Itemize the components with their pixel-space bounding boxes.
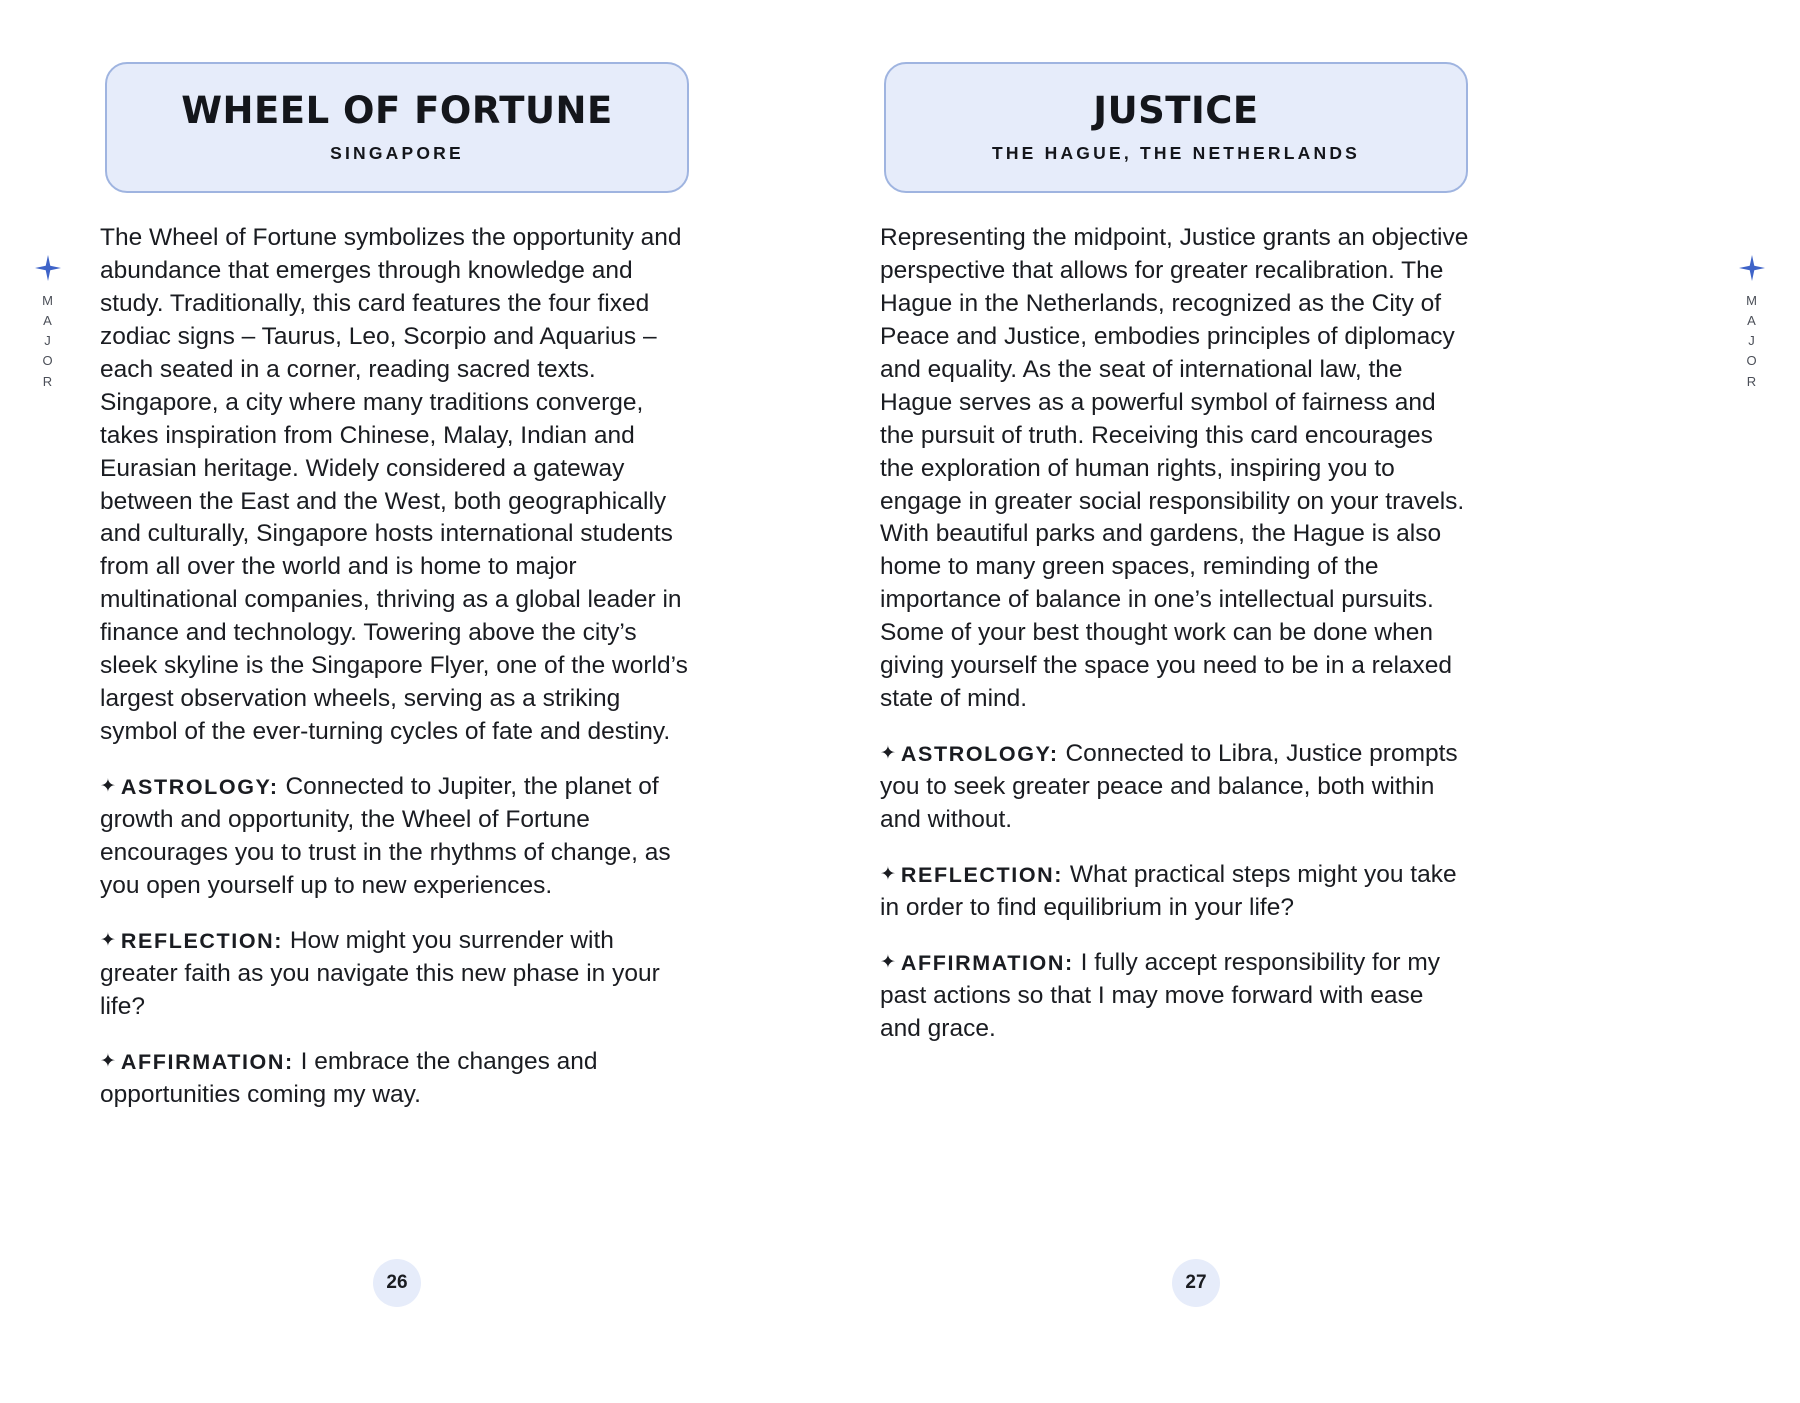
body-paragraph: The Wheel of Fortune symbolizes the opportunity and abundance that emerges through knowledge and study. Traditionally, this card features the four fixed zodiac signs – Taurus, Leo, Scorpio and Aquarius – each seated in a corner, reading sacred texts. Singapore, a city where many traditions converge, takes inspiration from Chinese, Malay, Indian and Eurasian heritage. Widely considered a gateway between the East and the West, both geographically and culturally, Singapore hosts international students from all over the world and is home to major multinational companies, thriving as a global leader in finance and technology. Towering above the city’s sleek skyline is the Singapore Flyer, one of the world’s largest observation wheels, serving as a striking symbol of the ever-turning cycles of fate and destiny. — [100, 224, 688, 746]
body-paragraph: Representing the midpoint, Justice grants an objective perspective that allows for greater recalibration. The Hague in the Netherlands, recognized as the City of Peace and Justice, embodies principles of diplomacy and equality. As the seat of international law, the Hague serves as a powerful symbol of fairness and the pursuit of truth. Receiving this card encourages the exploration of human rights, inspiring you to engage in greater social responsibility on your travels. With beautiful parks and gardens, the Hague is also home to many green spaces, reminding of the importance of balance in one’s intellectual pursuits. Some of your best thought work can be done when giving yourself the space you need to be in a relaxed state of mind. — [880, 224, 1469, 713]
bullet-label: REFLECTION: — [900, 862, 1064, 887]
rail-letter: A — [1747, 313, 1757, 329]
bullet-astrology — [880, 738, 1470, 837]
card-title: WHEEL OF FORTUNE — [181, 89, 613, 133]
card-title-header-right — [884, 62, 1468, 193]
card-location: SINGAPORE — [330, 142, 464, 163]
bullet-star-icon: ✦ — [100, 1050, 116, 1072]
card-location: THE HAGUE, THE NETHERLANDS — [991, 142, 1361, 163]
bullet-label: AFFIRMATION: — [900, 950, 1074, 975]
bullet-star-icon: ✦ — [100, 776, 116, 797]
rail-letter: J — [44, 333, 52, 349]
page-right — [880, 0, 1800, 1403]
bullet-label: REFLECTION: — [120, 928, 284, 953]
card-title: JUSTICE — [1093, 89, 1259, 133]
page-number-left: 26 — [373, 1259, 421, 1307]
bullet-text: How might you surrender with greater faith as you navigate this new phase in your life? — [100, 926, 660, 1020]
bullet-star-icon: ✦ — [880, 743, 896, 765]
body-text-left — [100, 222, 690, 1111]
rail-letter: O — [42, 353, 54, 369]
bullet-affirmation — [100, 1046, 690, 1112]
bullet-star-icon: ✦ — [100, 929, 116, 951]
rail-letter: M — [1746, 293, 1758, 308]
bullet-text: I embrace the changes and opportunities coming my way. — [100, 1047, 598, 1108]
body-text-right — [880, 222, 1470, 1046]
bullet-text: Connected to Jupiter, the planet of growth and opportunity, the Wheel of Fortune encourages you to trust in the rhythms of change, as you open yourself up to new experiences. — [100, 773, 671, 899]
section-rail-left — [28, 255, 68, 392]
section-rail-right — [1732, 255, 1772, 392]
section-rail-right-letters — [1746, 291, 1758, 392]
rail-letter: R — [42, 373, 54, 389]
bullet-label: ASTROLOGY: — [900, 742, 1059, 767]
rail-letter: O — [1746, 353, 1758, 369]
bullet-star-icon: ✦ — [880, 863, 896, 885]
four-point-star-icon — [1739, 255, 1765, 281]
rail-letter: M — [42, 293, 54, 308]
rail-letter: J — [1748, 333, 1756, 349]
bullet-reflection — [880, 859, 1470, 925]
bullet-text: What practical steps might you take in order to find equilibrium in your life? — [880, 860, 1457, 921]
bullet-star-icon: ✦ — [880, 951, 896, 973]
bullet-label: AFFIRMATION: — [120, 1049, 294, 1074]
bullet-text: Connected to Libra, Justice prompts you to seek greater peace and balance, both within and without. — [880, 740, 1458, 833]
section-rail-left-letters — [42, 291, 54, 392]
card-title-header-left — [105, 62, 689, 193]
four-point-star-icon — [35, 255, 61, 281]
bullet-label: ASTROLOGY: — [120, 775, 279, 799]
bullet-affirmation — [880, 947, 1470, 1046]
rail-letter: R — [1746, 373, 1758, 389]
rail-letter: A — [43, 313, 53, 329]
page-number-right: 27 — [1172, 1259, 1220, 1307]
bullet-astrology — [100, 771, 690, 903]
bullet-text: I fully accept responsibility for my past actions so that I may move forward with ease and grace. — [880, 948, 1441, 1042]
bullet-reflection — [100, 925, 690, 1024]
